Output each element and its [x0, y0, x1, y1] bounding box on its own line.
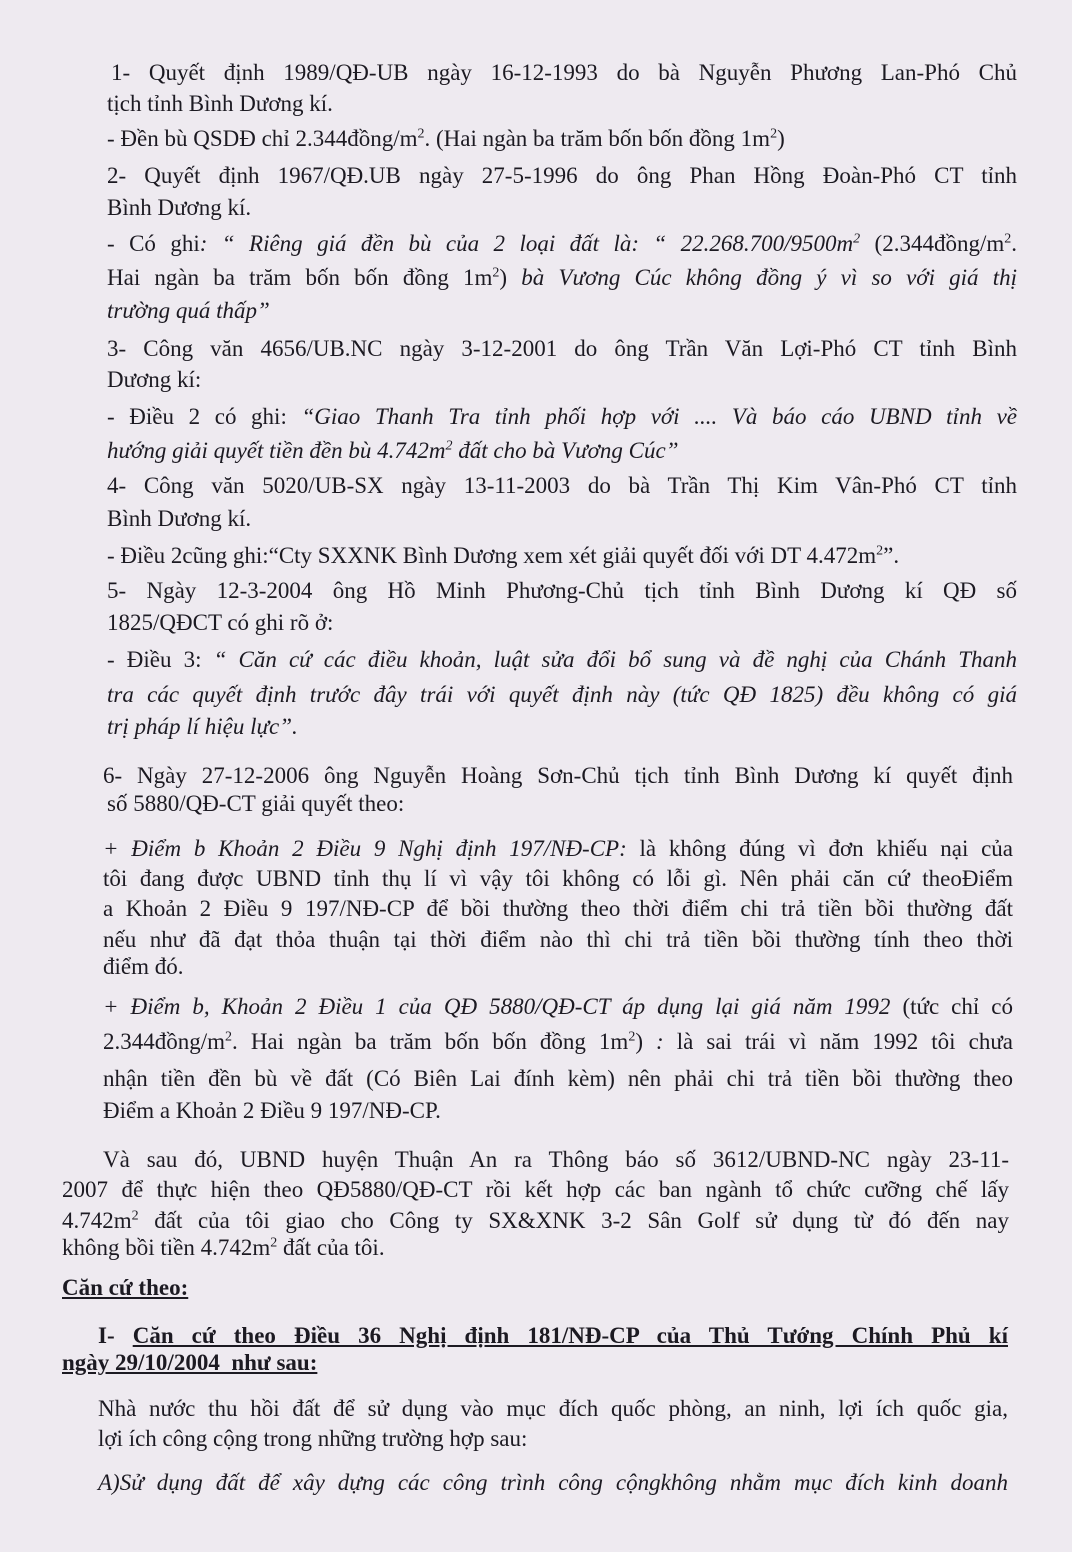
basis-heading: Căn cứ theo:: [62, 1275, 189, 1300]
s6-para1-line2: tôi đang được UBND tỉnh thụ lí vì vậy tôi không có lỗi gì. Nên phải căn cứ theoĐiểm: [103, 866, 1013, 891]
s2-line4: Hai ngàn ba trăm bốn bốn đồng $1m^2$) bà Vương Cúc không đồng ý vì so với giá thị: [107, 265, 1017, 290]
s4-line1: 4- Công văn 5020/UB-SX ngày 13-11-2003 do bà Trần Thị Kim Vân-Phó CT tỉnh: [107, 473, 1017, 498]
s6-line2: số 5880/QĐ-CT giải quyết theo:: [107, 791, 405, 816]
basis-item-a: A)Sử dụng đất để xây dựng các công trình công cộngkhông nhằm mục đích kinh doanh: [98, 1470, 1008, 1495]
s2-line3: - Có ghi: “ Riêng giá đền bù của 2 loại đất là: “ $22.268.700/9500m^2$ ($2.344đồng/m^2$.: [107, 231, 1017, 256]
s6-para1-line4: nếu như đã đạt thỏa thuận tại thời điểm nào thì chi trả tiền bồi thường tính theo thời: [103, 927, 1013, 952]
basis-text-line1: Nhà nước thu hồi đất để sử dụng vào mục đích quốc phòng, an ninh, lợi ích quốc gia,: [98, 1396, 1008, 1421]
basis-item-i-title-line2: ngày 29/10/2004 như sau:: [62, 1350, 318, 1375]
s1-line3: - Đền bù QSDĐ chỉ $2.344đồng/m^2$. (Hai ngàn ba trăm bốn bốn đồng $1m^2$): [107, 126, 785, 151]
s1-line2: tịch tỉnh Bình Dương kí.: [107, 91, 333, 116]
s7-line3: $4.742m^2$ đất của tôi giao cho Công ty SX&XNK 3-2 Sân Golf sử dụng từ đó đến nay: [62, 1208, 1009, 1233]
s5-line1: 5- Ngày 12-3-2004 ông Hồ Minh Phương-Chủ tịch tỉnh Bình Dương kí QĐ số: [107, 578, 1017, 603]
s7-line2: 2007 để thực hiện theo QĐ5880/QĐ-CT rồi kết hợp các ban ngành tổ chức cưỡng chế lấy: [62, 1177, 1009, 1202]
s1-line1: 1- Quyết định 1989/QĐ-UB ngày 16-12-1993 do bà Nguyễn Phương Lan-Phó Chủ: [111, 60, 1017, 85]
s7-line4: không bồi tiền $4.742m^2$ đất của tôi.: [62, 1235, 385, 1260]
s3-line2: Dương kí:: [107, 367, 202, 392]
s3-line4: hướng giải quyết tiền đền bù $4.742m^2$ đất cho bà Vương Cúc”: [107, 438, 679, 463]
basis-item-i-title-line1: I- Căn cứ theo Điều 36 Nghị định 181/NĐ-CP của Thủ Tướng Chính Phủ kí: [98, 1323, 1008, 1348]
s6-line1: 6- Ngày 27-12-2006 ông Nguyễn Hoàng Sơn-Chủ tịch tỉnh Bình Dương kí quyết định: [103, 763, 1013, 788]
s6-para1-line1: + Điểm b Khoản 2 Điều 9 Nghị định 197/NĐ-CP: là không đúng vì đơn khiếu nại của: [103, 836, 1014, 861]
s5-line2: 1825/QĐCT có ghi rõ ở:: [107, 610, 334, 635]
s7-line1: Và sau đó, UBND huyện Thuận An ra Thông báo số 3612/UBND-NC ngày 23-11-: [103, 1147, 1009, 1172]
s4-line3: - Điều 2cũng ghi:“Cty SXXNK Bình Dương xem xét giải quyết đối với DT $4.472m^2$”.: [107, 543, 900, 568]
s5-line3: - Điều 3: “ Căn cứ các điều khoản, luật sửa đổi bổ sung và đề nghị của Chánh Thanh: [107, 647, 1017, 672]
s2-line1: 2- Quyết định 1967/QĐ.UB ngày 27-5-1996 do ông Phan Hồng Đoàn-Phó CT tỉnh: [107, 163, 1017, 188]
basis-text-line2: lợi ích công cộng trong những trường hợp sau:: [98, 1426, 528, 1451]
s6-para2-line4: Điểm a Khoản 2 Điều 9 197/NĐ-CP.: [103, 1098, 441, 1123]
s5-line5: trị pháp lí hiệu lực”.: [107, 714, 298, 739]
s6-para1-line3: a Khoản 2 Điều 9 197/NĐ-CP để bồi thường theo thời điểm chi trả tiền bồi thường đất: [103, 896, 1013, 921]
s3-line3: - Điều 2 có ghi: “Giao Thanh Tra tỉnh phối hợp với .... Và báo cáo UBND tỉnh về: [107, 404, 1017, 429]
s6-para2-line1: + Điểm b, Khoản 2 Điều 1 của QĐ 5880/QĐ-CT áp dụng lại giá năm 1992 (tức chỉ có: [103, 994, 1013, 1019]
s6-para2-line2: $2.344đồng/m^2$. Hai ngàn ba trăm bốn bốn đồng $1m^2$) : là sai trái vì năm 1992 tôi chưa: [103, 1029, 1014, 1054]
s5-line4: tra các quyết định trước đây trái với quyết định này (tức QĐ 1825) đều không có giá: [107, 682, 1017, 707]
s2-line2: Bình Dương kí.: [107, 195, 252, 220]
s2-line5: trường quá thấp”: [107, 298, 270, 323]
s4-line2: Bình Dương kí.: [107, 506, 252, 531]
s3-line1: 3- Công văn 4656/UB.NC ngày 3-12-2001 do ông Trần Văn Lợi-Phó CT tỉnh Bình: [107, 336, 1017, 361]
s6-para2-line3: nhận tiền đền bù về đất (Có Biên Lai đính kèm) nên phải chi trả tiền bồi thường theo: [103, 1066, 1013, 1091]
s6-para1-line5: điểm đó.: [103, 954, 184, 979]
